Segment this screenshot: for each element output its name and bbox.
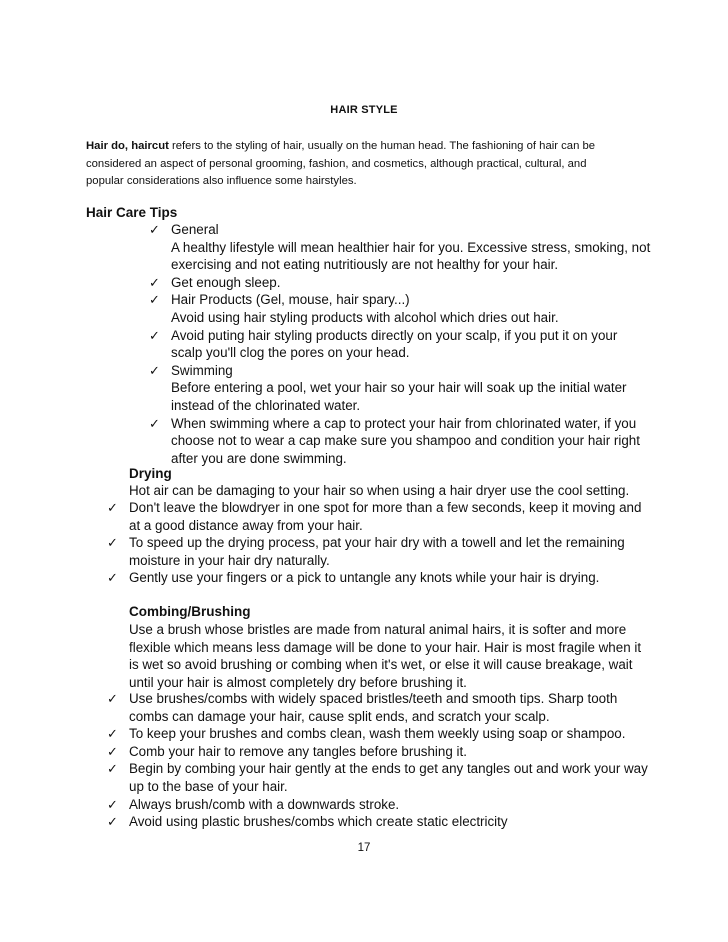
paragraph-line: is wet so avoid brushing or combing when it's wet, or else it will cause breakage, wait — [129, 657, 633, 673]
intro-term: Hair do, haircut — [86, 140, 169, 152]
checkmark-icon: ✓ — [107, 814, 118, 830]
checkmark-icon: ✓ — [107, 500, 118, 515]
checkmark-icon: ✓ — [107, 761, 118, 777]
checkmark-icon: ✓ — [149, 362, 160, 378]
page-title: HAIR STYLE — [330, 104, 398, 116]
list-item — [149, 291, 650, 326]
checkmark-icon: ✓ — [149, 327, 160, 343]
list-item — [149, 362, 650, 415]
list-item — [107, 796, 648, 814]
checkmark-icon: ✓ — [107, 743, 118, 759]
combing-heading: Combing/Brushing — [129, 604, 251, 619]
list-item-line: after you are done swimming. — [171, 450, 347, 466]
checkmark-icon: ✓ — [149, 292, 160, 308]
list-item-line: A healthy lifestyle will mean healthier hair for you. Excessive stress, smoking, not — [171, 239, 651, 255]
list-item — [149, 327, 650, 362]
paragraph-line: flexible which means less damage will be done to your hair. Hair is most fragile when it — [129, 639, 642, 655]
list-item-line: Get enough sleep. — [171, 274, 281, 290]
paragraph-line: Use a brush whose bristles are made from natural animal hairs, it is softer and more — [129, 622, 627, 637]
list-item-line: Always brush/comb with a downwards stroke. — [129, 796, 400, 812]
list-item-line: Hair Products (Gel, mouse, hair spary...) — [171, 292, 410, 308]
list-item-line: Avoid using hair styling products with alcohol which dries out hair. — [171, 309, 559, 325]
page-number: 17 — [357, 842, 371, 854]
list-item — [149, 221, 651, 274]
checkmark-icon: ✓ — [149, 415, 160, 431]
list-item-line: combs can damage your hair, cause split ends, and scratch your scalp. — [129, 708, 550, 724]
list-item-line: Avoid using plastic brushes/combs which create static electricity — [129, 814, 508, 830]
intro-paragraph — [86, 138, 646, 191]
list-item-line: General — [171, 222, 219, 237]
list-item — [107, 499, 642, 534]
list-item-line: Begin by combing your hair gently at the ends to get any tangles out and work your way — [129, 761, 648, 777]
checkmark-icon: ✓ — [107, 691, 118, 706]
checkmark-icon: ✓ — [107, 726, 118, 742]
list-item-line: To keep your brushes and combs clean, wash them weekly using soap or shampoo. — [129, 726, 626, 742]
intro-line: refers to the styling of hair, usually on the human head. The fashioning of hair can be — [168, 140, 596, 152]
checkmark-icon: ✓ — [149, 274, 160, 290]
list-item-line: When swimming where a cap to protect your hair from chlorinated water, if you — [171, 415, 637, 431]
list-item-line: To speed up the drying process, pat your hair dry with a towell and let the remaining — [129, 535, 625, 551]
list-item-line: up to the base of your hair. — [129, 778, 288, 794]
paragraph-line: until your hair is almost completely dry before brushing it. — [129, 674, 467, 690]
list-item-line: Don't leave the blowdryer in one spot for more than a few seconds, keep it moving and — [129, 500, 642, 515]
drying-paragraph — [129, 482, 629, 500]
list-item-line: choose not to wear a cap make sure you shampoo and condition your hair right — [171, 433, 640, 449]
checkmark-icon: ✓ — [107, 796, 118, 812]
list-item — [107, 813, 648, 831]
combing-list — [107, 690, 648, 831]
intro-line: popular considerations also influence some hairstyles. — [86, 175, 357, 187]
intro-line: considered an aspect of personal grooming, fashion, and cosmetics, although practical, cultural, and — [86, 157, 587, 170]
list-item — [149, 274, 650, 292]
list-item-line: Avoid puting hair styling products directly on your scalp, if you put it on your — [171, 327, 618, 343]
list-item-line: moisture in your hair dry naturally. — [129, 552, 330, 568]
checkmark-icon: ✓ — [149, 222, 160, 237]
list-item — [107, 569, 641, 587]
combing-paragraph — [129, 621, 641, 691]
paragraph-line: Hot air can be damaging to your hair so when using a hair dryer use the cool setting. — [129, 483, 630, 498]
list-item-line: Swimming — [171, 362, 233, 378]
list-item-line: at a good distance away from your hair. — [129, 517, 363, 533]
section-heading: Hair Care Tips — [86, 205, 178, 220]
list-item-line: Before entering a pool, wet your hair so your hair will soak up the initial water — [171, 380, 627, 396]
list-item — [107, 760, 648, 795]
checkmark-icon: ✓ — [107, 535, 118, 551]
list-item-line: Comb your hair to remove any tangles before brushing it. — [129, 743, 467, 759]
list-item — [107, 743, 648, 761]
checkmark-icon: ✓ — [107, 570, 118, 586]
list-item-line: Use brushes/combs with widely spaced bristles/teeth and smooth tips. Sharp tooth — [129, 691, 618, 706]
list-item — [149, 415, 650, 468]
list-item — [107, 534, 641, 569]
drying-heading: Drying — [129, 466, 172, 481]
drying-list — [107, 499, 642, 587]
list-item-line: Gently use your fingers or a pick to untangle any knots while your hair is drying. — [129, 570, 600, 586]
tips-list — [149, 221, 651, 467]
list-item-line: instead of the chlorinated water. — [171, 397, 361, 413]
list-item-line: scalp you'll clog the pores on your head. — [171, 345, 410, 361]
list-item-line: exercising and not eating nutritiously are not healthy for your hair. — [171, 257, 559, 273]
list-item — [107, 725, 648, 743]
list-item — [107, 690, 648, 725]
